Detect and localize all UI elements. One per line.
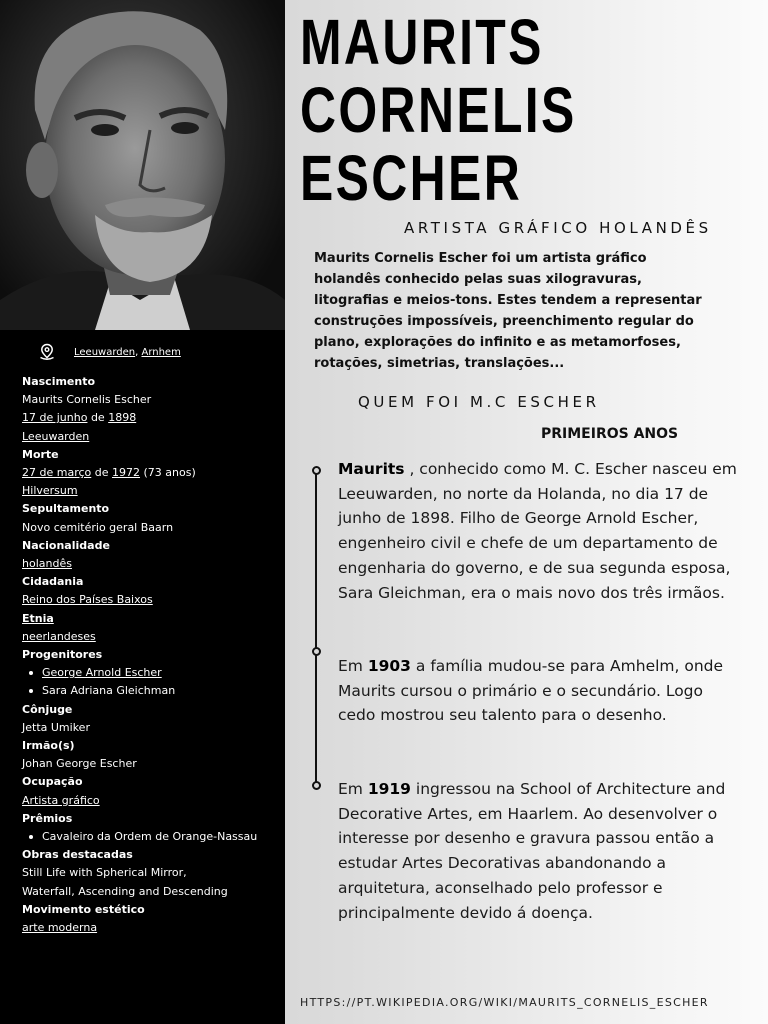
nascimento-label: Nascimento (22, 375, 96, 388)
nascimento-name: Maurits Cornelis Escher (22, 393, 152, 407)
timeline-entry-1 (338, 457, 738, 605)
entry-2-prefix: Em (338, 657, 368, 675)
timeline-dot (312, 647, 321, 656)
progenitores-list (22, 664, 277, 700)
timeline-dot (312, 781, 321, 790)
conjuge-label: Cônjuge (22, 702, 73, 716)
obras-label: Obras destacadas (22, 848, 133, 862)
section-subheading: PRIMEIROS ANOS (541, 426, 679, 442)
page-title (300, 8, 577, 212)
entry-1-bold: Maurits (338, 460, 405, 478)
location-leeuwarden-link[interactable]: Leeuwarden (74, 346, 136, 358)
premio-value: Cavaleiro da Ordem de Orange-Nassau (42, 830, 258, 844)
timeline-entry-2 (338, 654, 738, 728)
etnia-link[interactable]: neerlandeses (22, 629, 96, 643)
list-item (22, 682, 277, 700)
nascimento-place-link[interactable]: Leeuwarden (22, 429, 90, 443)
nascimento-de: de (87, 411, 109, 425)
morte-day-link[interactable]: 27 de março (22, 466, 92, 480)
ocupacao-link[interactable]: Artista gráfico (22, 793, 100, 807)
morte-place-link[interactable]: Hilversum (22, 484, 78, 498)
entry-3-prefix: Em (338, 780, 368, 798)
father-link[interactable]: George Arnold Escher (42, 666, 162, 680)
nascimento-day-link[interactable]: 17 de junho (22, 411, 88, 425)
etnia-label[interactable]: Etnia (22, 611, 54, 625)
morte-age: (73 anos) (140, 466, 196, 480)
infobox-fields (22, 373, 277, 937)
location-separator: , (135, 346, 142, 358)
movimento-link[interactable]: arte moderna (22, 921, 98, 935)
nascimento-year-link[interactable]: 1898 (108, 411, 137, 425)
entry-3-text: ingressou na School of Architecture and Decorative Artes, em Haarlem. Ao desenvolver o interesse por desenho e gravura passou então a estudar Artes Decorativas abandonando a arquitetura, aconselhado pelo professor e principalmente devido á doença. (338, 780, 726, 922)
infobox-panel (0, 0, 285, 1024)
premios-list (22, 828, 277, 846)
timeline-dot (312, 466, 321, 475)
mother-name: Sara Adriana Gleichman (42, 684, 176, 698)
timeline-line (315, 470, 317, 786)
irmaos-value: Johan George Escher (22, 757, 137, 771)
section-heading: QUEM FOI M.C ESCHER (358, 393, 600, 411)
title-line-1: MAURITS (300, 6, 544, 78)
entry-2-bold: 1903 (367, 657, 411, 675)
morte-year-link[interactable]: 1972 (112, 466, 141, 480)
list-item (22, 828, 277, 846)
entry-3-bold: 1919 (367, 780, 411, 798)
page-subtitle: ARTISTA GRÁFICO HOLANDÊS (404, 219, 712, 237)
entry-2-text: a família mudou-se para Amhelm, onde Maurits cursou o primário e o secundário. Logo cedo mostrou seu talento para o desenho. (338, 657, 724, 725)
morte-de: de (91, 466, 113, 480)
summary-paragraph: Maurits Cornelis Escher foi um artista gráfico holandês conhecido pelas suas xilogravuras, litografias e meios-tons. Estes tendem a representar construções impossíveis, preenchimento regular do plano, explorações do infinito e as metamorfoses, rotações, simetrias, translações... (314, 251, 702, 371)
map-pin-icon (38, 343, 56, 361)
source-url: HTTPS://PT.WIKIPEDIA.ORG/WIKI/MAURITS_CORNELIS_ESCHER (300, 996, 709, 1009)
location-arnhem-link[interactable]: Arnhem (141, 346, 181, 358)
irmaos-label: Irmão(s) (22, 739, 75, 753)
conjuge-value: Jetta Umiker (22, 720, 90, 734)
timeline-entry-3 (338, 777, 738, 925)
portrait-photo (0, 0, 285, 330)
list-item (22, 664, 277, 682)
obras-line2: Waterfall, Ascending and Descending (22, 884, 228, 898)
cidadania-link[interactable]: Reino dos Países Baixos (22, 593, 153, 607)
entry-1-text: , conhecido como M. C. Escher nasceu em Leeuwarden, no norte da Holanda, no dia 17 de junho de 1898. Filho de George Arnold Escher, engenheiro civil e chefe de um departamento de engenharia do governo, e de sua segunda esposa, Sara Gleichman, era o mais novo dos três irmãos. (338, 460, 737, 602)
title-line-3: ESCHER (300, 142, 523, 214)
location-row (38, 343, 181, 361)
cidadania-label: Cidadania (22, 575, 84, 589)
obras-line1: Still Life with Spherical Mirror, (22, 866, 187, 880)
progenitores-label: Progenitores (22, 648, 103, 662)
movimento-label: Movimento estético (22, 902, 145, 916)
premios-label: Prêmios (22, 811, 73, 825)
title-line-2: CORNELIS (300, 74, 577, 146)
sepultamento-label: Sepultamento (22, 502, 110, 516)
morte-label: Morte (22, 447, 59, 461)
sepultamento-value: Novo cemitério geral Baarn (22, 520, 174, 534)
nacionalidade-label: Nacionalidade (22, 538, 110, 552)
ocupacao-label: Ocupação (22, 775, 83, 789)
nacionalidade-link[interactable]: holandês (22, 557, 72, 571)
